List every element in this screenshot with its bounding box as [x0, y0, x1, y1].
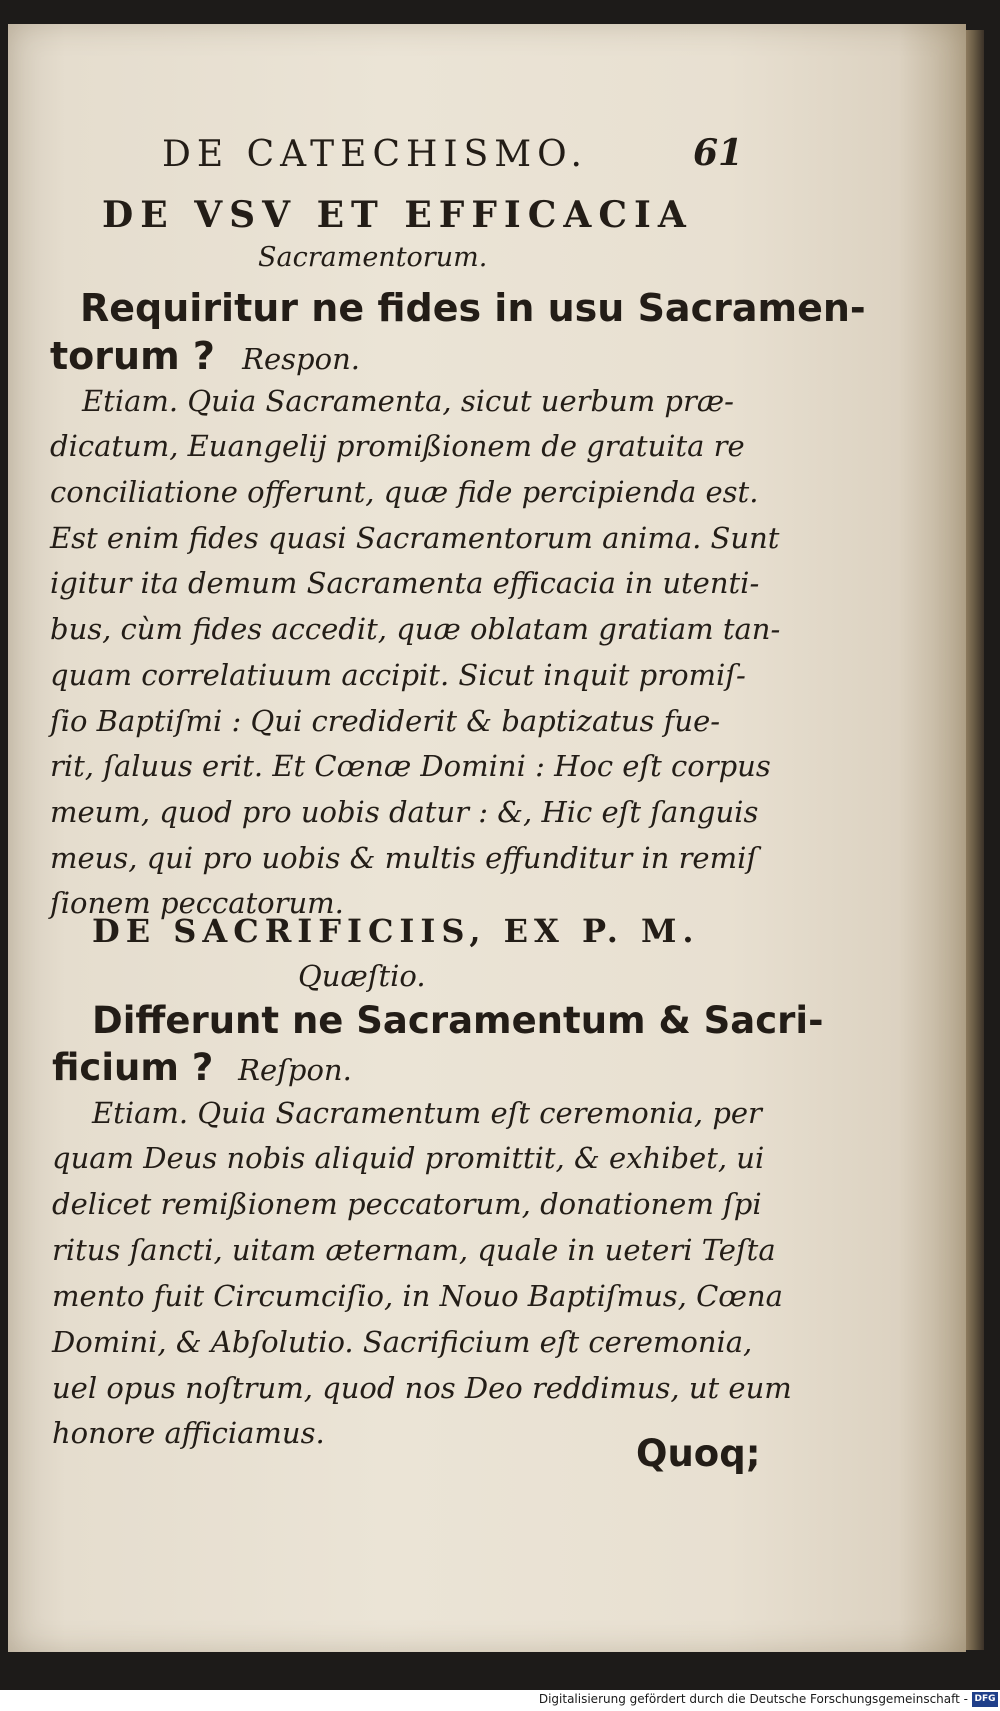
body-line: ſionem peccatorum. [50, 886, 344, 920]
footer-bar [0, 1690, 1000, 1711]
respon-label: Reſpon. [238, 1053, 352, 1087]
page-edge [966, 30, 984, 1650]
body-line: dicatum, Euangelij promißionem de gratuita re [50, 429, 745, 463]
body-line: quam Deus nobis aliquid promittit, & exhibet, ui [52, 1141, 765, 1175]
body-line: ritus ſancti, uitam æternam, quale in ueteri Teſta [52, 1233, 776, 1267]
body-line: rit, ſaluus erit. Et Cœnæ Domini : Hoc eſt corpus [50, 749, 771, 783]
question-line [50, 334, 360, 378]
body-line: quam correlatiuum accipit. Sicut inquit promiſ- [50, 658, 746, 692]
question-line: Requiritur ne fides in usu Sacramen- [80, 286, 866, 330]
section-title: DE VSV ET EFFICACIA [102, 194, 693, 236]
respon-label: Respon. [242, 342, 360, 376]
body-line: Etiam. Quia Sacramentum eſt ceremonia, per [92, 1096, 762, 1130]
body-line: bus, cùm fides accedit, quæ oblatam gratiam tan- [50, 612, 781, 646]
body-line: mento fuit Circumciſio, in Nouo Baptiſmus, Cœna [52, 1279, 783, 1313]
body-line: honore afficiamus. [52, 1416, 325, 1450]
running-head: DE CATECHISMO. [162, 134, 588, 175]
body-line: Etiam. Quia Sacramenta, sicut uerbum præ- [82, 384, 734, 418]
section-title: DE SACRIFICIIS, EX P. M. [92, 912, 700, 950]
body-line: ſio Baptiſmi : Qui crediderit & baptizatus fue- [50, 704, 721, 738]
body-line: igitur ita demum Sacramenta efficacia in utenti- [50, 566, 760, 600]
footer-credit: Digitalisierung gefördert durch die Deutsche Forschungsgemeinschaft - [538, 1692, 968, 1706]
question-line: Differunt ne Sacramentum & Sacri- [92, 999, 824, 1042]
body-line: conciliatione offerunt, quæ fide percipienda est. [50, 475, 759, 509]
book-page [8, 24, 966, 1652]
question-line [52, 1046, 352, 1089]
body-line: meus, qui pro uobis & multis effunditur in remiſ [50, 841, 758, 875]
question-text: ficium ? [52, 1046, 227, 1089]
body-line: uel opus noſtrum, quod nos Deo reddimus, ut eum [52, 1371, 792, 1405]
question-text: torum ? [50, 334, 229, 378]
body-line: Domini, & Abſolutio. Sacrificium eſt ceremonia, [52, 1325, 753, 1359]
catchword: Quoq; [636, 1432, 761, 1475]
body-line: meum, quod pro uobis datur : &, Hic eſt ſanguis [50, 795, 759, 829]
section-subtitle: Sacramentorum. [258, 242, 488, 273]
body-line: delicet remißionem peccatorum, donationem ſpi [52, 1187, 762, 1221]
body-line: Est enim fides quasi Sacramentorum anima. Sunt [50, 521, 780, 555]
page-number: 61 [693, 132, 744, 174]
dfg-logo: DFG [972, 1692, 998, 1707]
section-subtitle: Quæſtio. [298, 959, 426, 993]
